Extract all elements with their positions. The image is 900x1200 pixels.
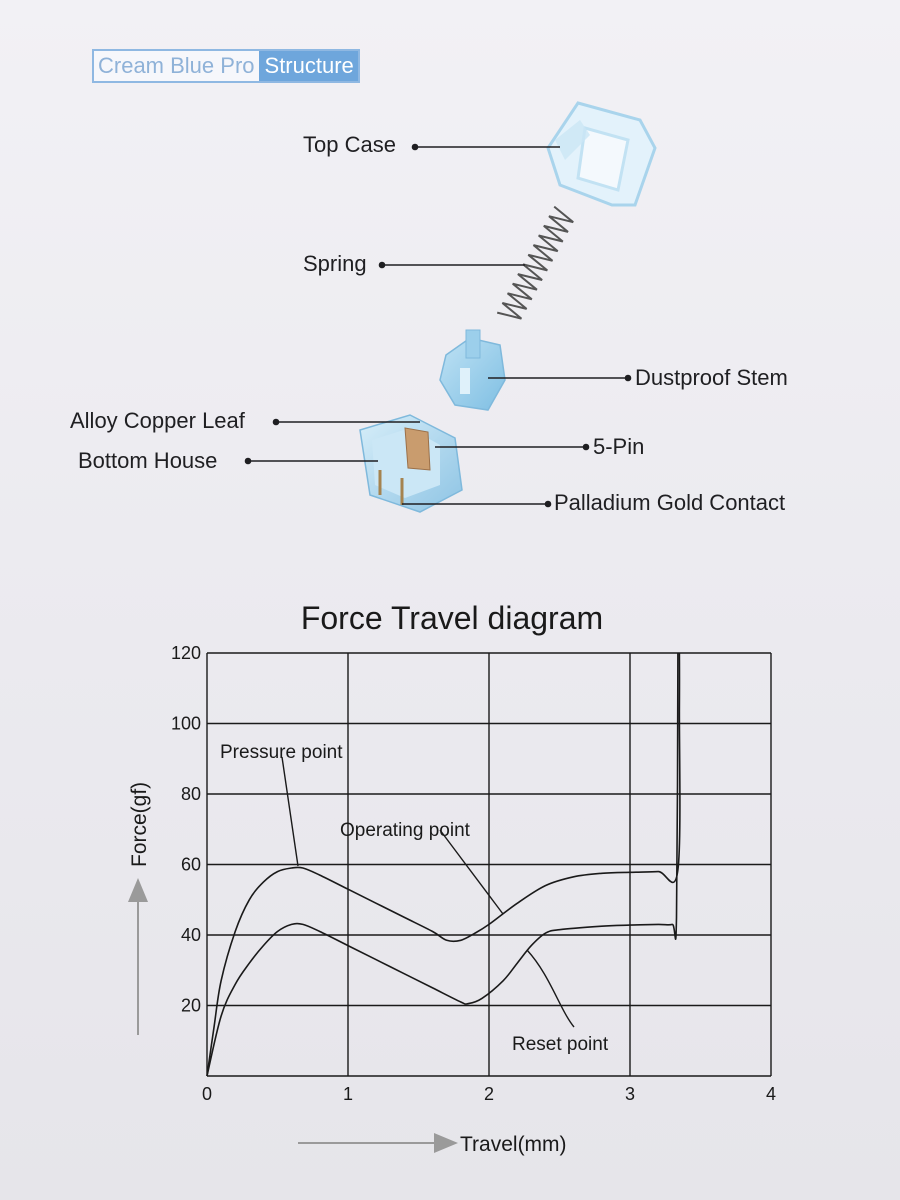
y-tick-label-3: 80 xyxy=(180,784,201,804)
label-alloy-copper-leaf: Alloy Copper Leaf xyxy=(70,408,245,433)
x-tick-label-0: 0 xyxy=(201,1084,213,1104)
annotation-reset-point: Reset point xyxy=(512,1034,609,1055)
x-tick-label-4: 4 xyxy=(765,1084,777,1104)
spring-image xyxy=(497,207,573,319)
x-tick-label-1: 1 xyxy=(342,1084,354,1104)
switch-exploded-view xyxy=(0,0,900,560)
arrow-up-icon xyxy=(128,878,148,902)
x-axis-title: Travel(mm) xyxy=(460,1133,567,1156)
y-tick-label-4: 100 xyxy=(170,713,201,734)
y-tick-label-0: 20 xyxy=(180,995,201,1016)
title-section-name: Structure xyxy=(259,51,358,81)
annotation-pressure-point: Pressure point xyxy=(220,742,343,763)
label-spring: Spring xyxy=(303,251,367,276)
x-tick-label-3: 3 xyxy=(624,1084,636,1104)
title-product-name: Cream Blue Pro xyxy=(94,51,259,81)
label-palladium-gold-contact: Palladium Gold Contact xyxy=(554,490,786,515)
label-bottom-house: Bottom House xyxy=(78,448,218,473)
stem-image xyxy=(440,330,505,410)
bottom-housing-image xyxy=(360,415,462,512)
chart-title: Force Travel diagram xyxy=(300,600,604,636)
y-tick-label-1: 40 xyxy=(180,925,201,945)
x-axis-title-group xyxy=(298,1133,567,1156)
top-case-image xyxy=(548,103,655,205)
annotation-leaders xyxy=(282,757,574,1027)
annotation-operating-point: Operating point xyxy=(340,820,470,841)
chart-grid xyxy=(207,653,771,1076)
y-axis-title-group xyxy=(128,782,151,1035)
force-travel-chart xyxy=(0,580,900,1180)
x-tick-label-2: 2 xyxy=(483,1084,495,1104)
label-top-case: Top Case xyxy=(303,132,396,157)
y-tick-label-5: 120 xyxy=(170,643,201,663)
label-dustproof-stem: Dustproof Stem xyxy=(635,365,788,390)
y-tick-label-2: 60 xyxy=(180,854,201,875)
y-axis-title: Force(gf) xyxy=(128,781,151,867)
label-five-pin: 5-Pin xyxy=(593,434,645,459)
arrow-right-icon xyxy=(434,1133,458,1153)
